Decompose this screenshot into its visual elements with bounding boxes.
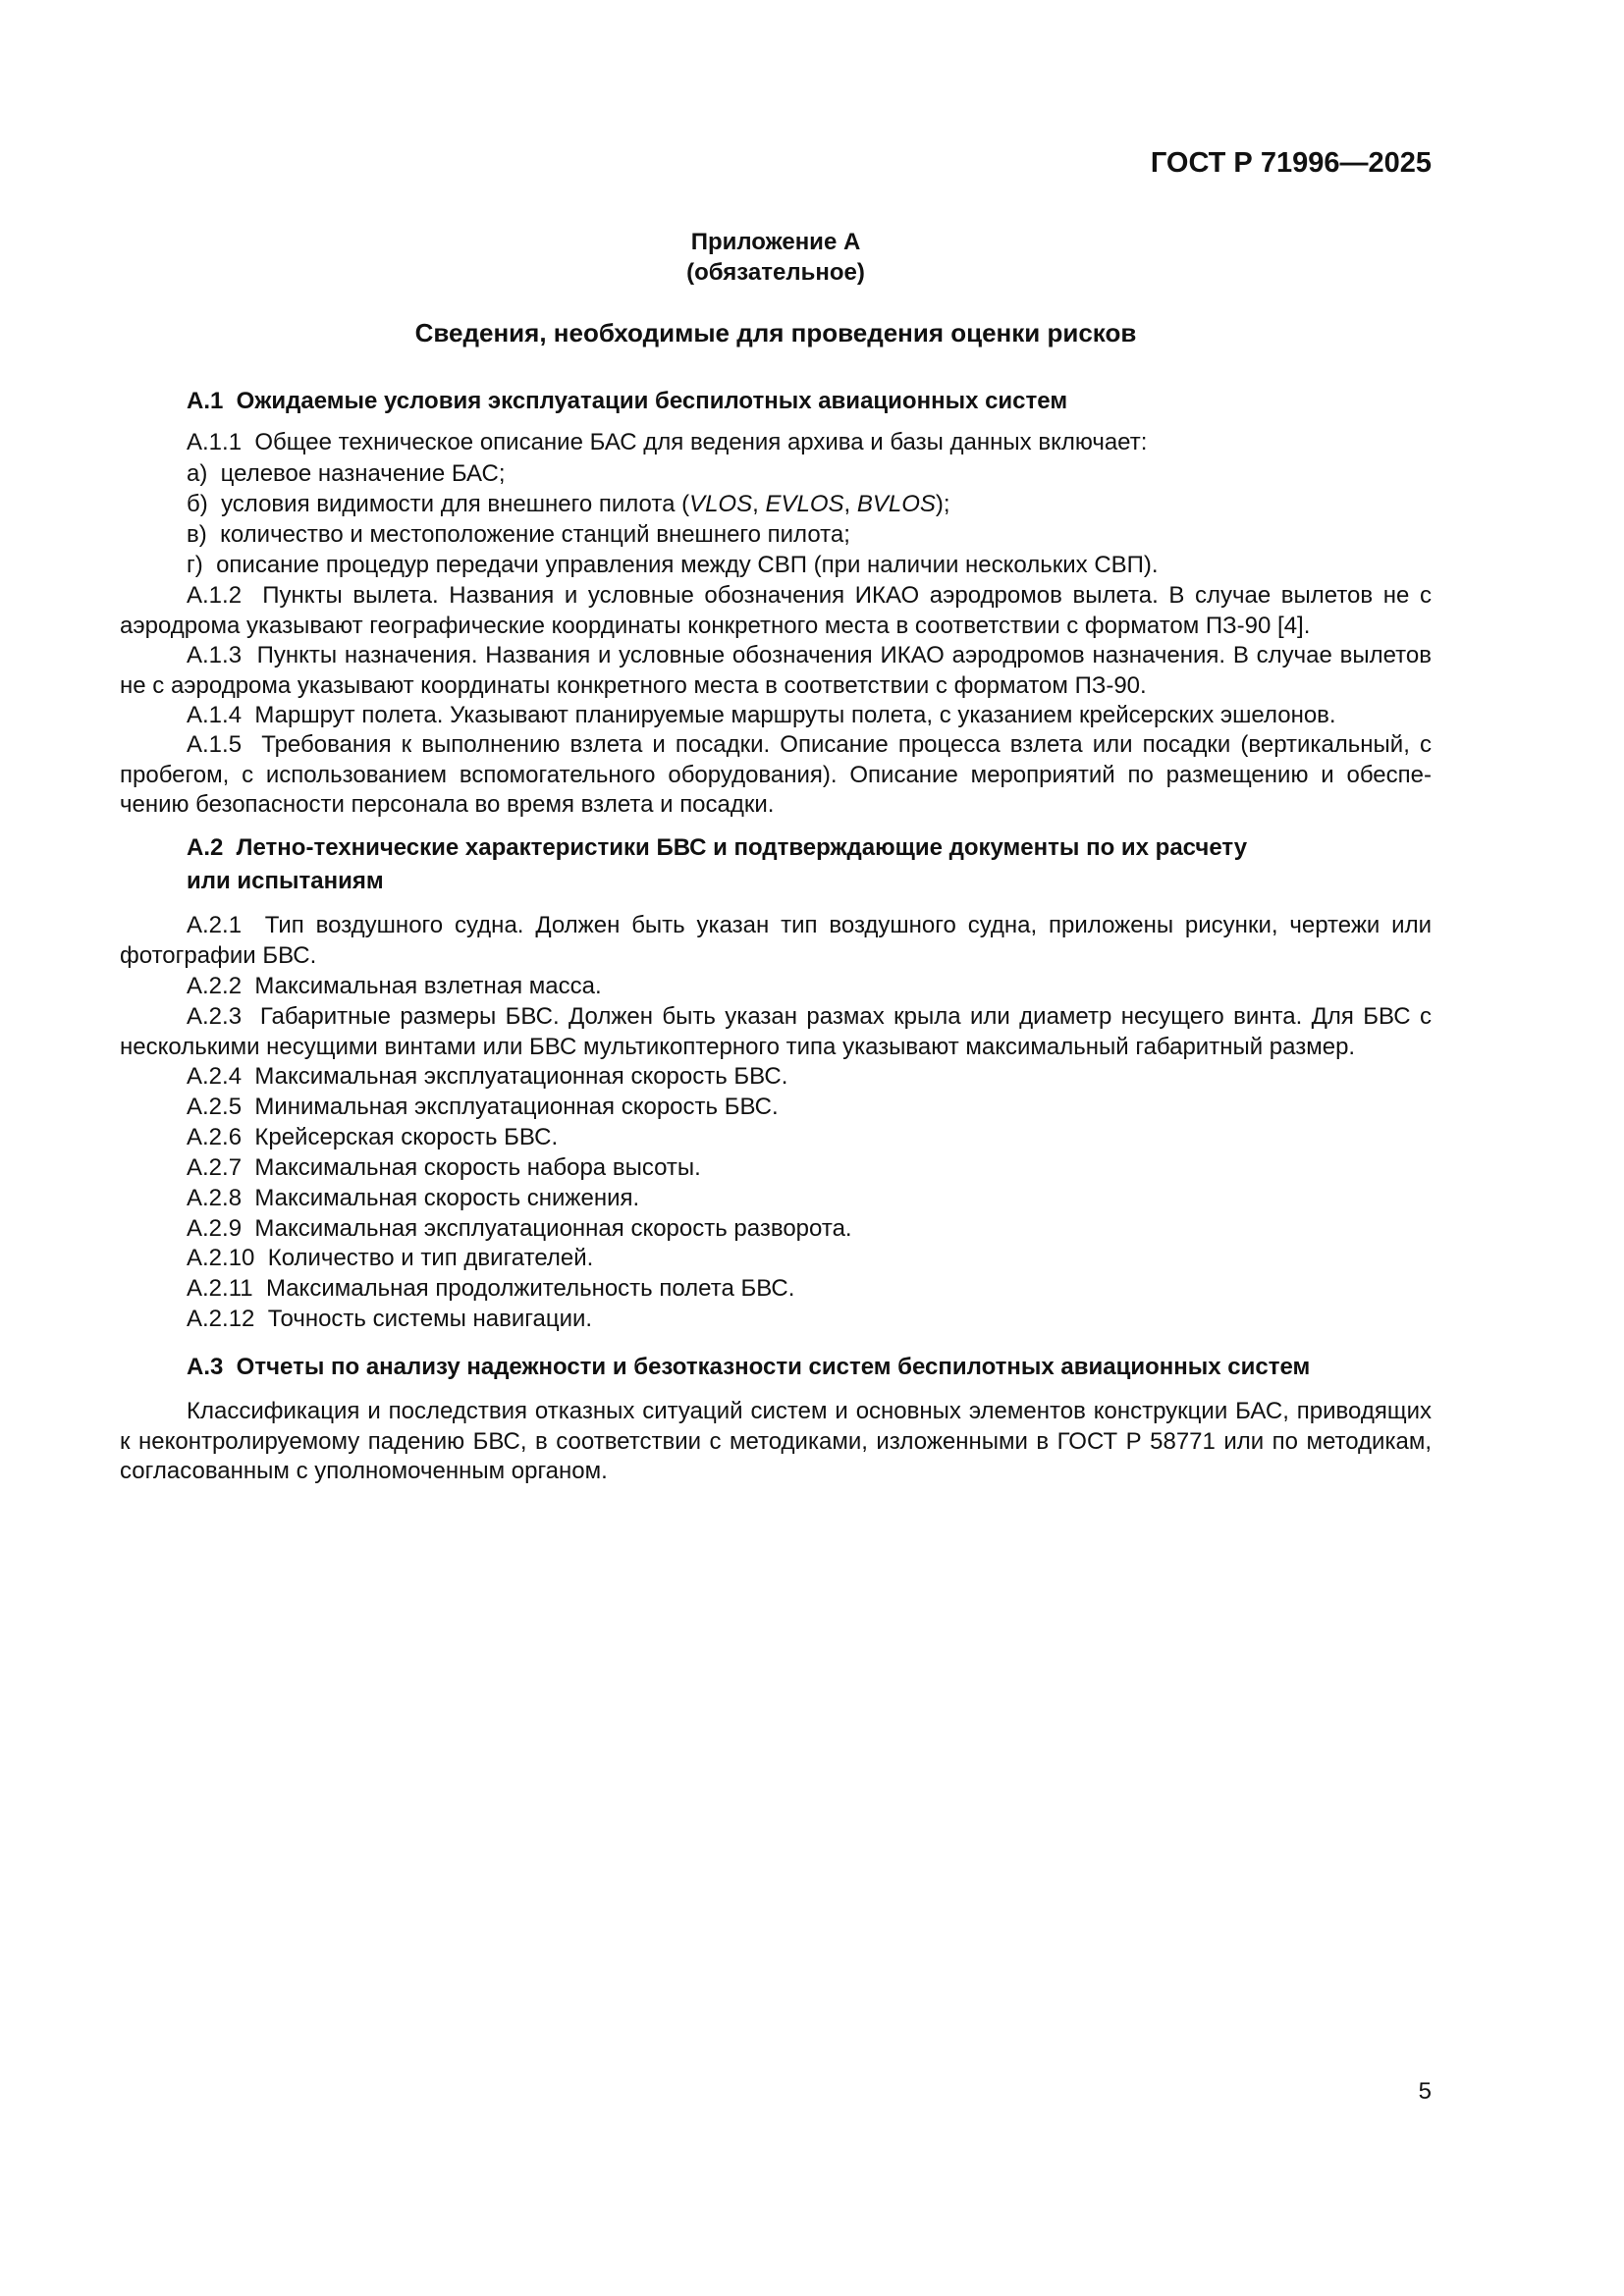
text-run: б) условия видимости для внешнего пилота ( <box>187 491 690 517</box>
page-number: 5 <box>1418 2078 1432 2105</box>
section-a3-heading: А.3 Отчеты по анализу надежности и безотказности систем беспилотных авиационных систем <box>187 1354 1311 1380</box>
clause-a2-11: А.2.11 Максимальная продолжительность полета БВС. <box>187 1275 795 1302</box>
doc-code-header: ГОСТ Р 71996—2025 <box>1150 147 1432 179</box>
clause-a1-1-item-b <box>120 490 1432 520</box>
clause-a1-3: А.1.3 Пункты назначения. Названия и условные обозначения ИКАО аэродромов назначения. В случае вылетов не с аэродрома указывают координаты конкретного места в соответствии с форматом ПЗ-90. <box>120 642 1432 699</box>
text-run: , <box>752 491 766 517</box>
section-a1-heading: А.1 Ожидаемые условия эксплуатации беспилотных авиационных систем <box>187 388 1068 414</box>
clause-a2-5: А.2.5 Минимальная эксплуатационная скорость БВС. <box>187 1094 779 1120</box>
clause-a3-paragraph: Классификация и последствия отказных ситуаций систем и основных элементов конструкции БАС, приводящих к неконтролируемому падению БВС, в соответствии с методиками, изложенными в ГОСТ Р 58771 или по методикам, согласованным с уполномоченным органом. <box>120 1398 1432 1484</box>
clause-a1-1: А.1.1 Общее техническое описание БАС для ведения архива и базы данных включает: <box>187 429 1148 455</box>
heading-line: или испытаниям <box>187 868 384 894</box>
section-a2-heading <box>120 831 1498 898</box>
clause-a1-5: А.1.5 Требования к выполнению взлета и посадки. Описание процесса взлета или посадки (вертикальный, с пробегом, с использованием вспомогательного оборудования). Описание мероприятий по размещению и обеспечению безопасности персонала во время взлета и посадки. <box>120 731 1432 818</box>
clause-a1-1-item-d: г) описание процедур передачи управления между СВП (при наличии нескольких СВП). <box>187 552 1159 578</box>
appendix-label: Приложение А <box>690 229 861 255</box>
clause-a2-10: А.2.10 Количество и тип двигателей. <box>187 1245 594 1271</box>
clause-a2-7: А.2.7 Максимальная скорость набора высоты. <box>187 1154 701 1181</box>
heading-line: А.2 Летно-технические характеристики БВС и подтверждающие документы по их расчету <box>187 834 1248 861</box>
clause-a2-6: А.2.6 Крейсерская скорость БВС. <box>187 1124 559 1150</box>
text-run: ); <box>935 491 950 517</box>
clause-a2-9: А.2.9 Максимальная эксплуатационная скорость разворота. <box>187 1215 852 1242</box>
italic-term-bvlos: BVLOS <box>856 491 936 517</box>
clause-a2-8: А.2.8 Максимальная скорость снижения. <box>187 1185 640 1211</box>
italic-term-evlos: EVLOS <box>765 491 844 517</box>
appendix-kind: (обязательное) <box>686 258 865 286</box>
clause-a2-1: А.2.1 Тип воздушного судна. Должен быть указан тип воздушного судна, приложены рисунки, чертежи или фотографии БВС. <box>120 912 1432 969</box>
appendix-block <box>120 228 1432 288</box>
italic-term-vlos: VLOS <box>689 491 753 517</box>
clause-a1-1-item-a: а) целевое назначение БАС; <box>187 460 506 487</box>
clause-a2-2: А.2.2 Максимальная взлетная масса. <box>187 973 602 999</box>
clause-a1-4: А.1.4 Маршрут полета. Указывают планируемые маршруты полета, с указанием крейсерских эшелонов. <box>187 702 1336 728</box>
clause-a1-2: А.1.2 Пункты вылета. Названия и условные обозначения ИКАО аэродромов вылета. В случае вылетов не с аэродрома указывают географические координаты конкретного места в соответствии с форматом ПЗ-90 [4]. <box>120 582 1432 639</box>
appendix-title: Сведения, необходимые для проведения оценки рисков <box>414 318 1137 347</box>
clause-a2-4: А.2.4 Максимальная эксплуатационная скорость БВС. <box>187 1063 788 1090</box>
clause-a2-3: А.2.3 Габаритные размеры БВС. Должен быть указан размах крыла или диаметр несущего винта. Для БВС с несколькими несущими винтами или БВС мультикоптерного типа указывают максимальный габаритный размер. <box>120 1003 1432 1060</box>
text-run: , <box>843 491 857 517</box>
clause-a1-1-item-c: в) количество и местоположение станций внешнего пилота; <box>187 521 850 548</box>
clause-a2-12: А.2.12 Точность системы навигации. <box>187 1306 593 1332</box>
